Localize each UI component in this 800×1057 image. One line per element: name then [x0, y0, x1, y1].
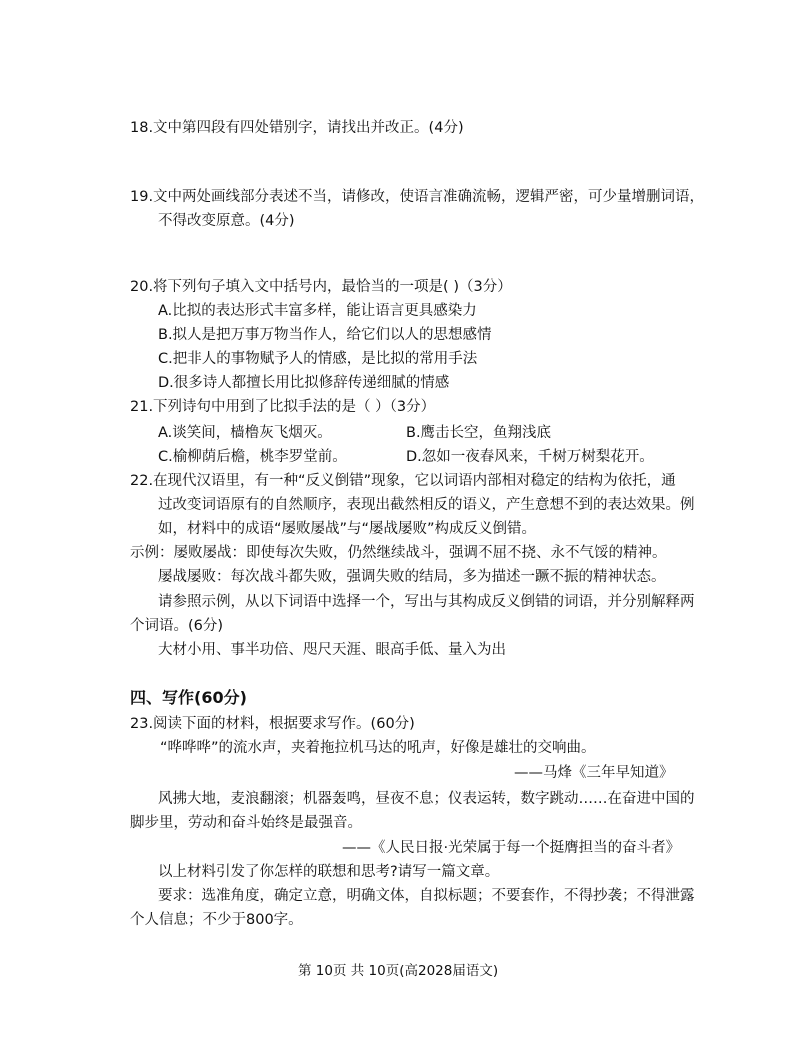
question-22-word-list: 大材小用、事半功倍、咫尺天涯、眼高手低、量入为出	[158, 642, 506, 658]
question-20-option-d: D.很多诗人都擅长用比拟修辞传递细腻的情感	[158, 375, 450, 391]
question-21-option-d: D.忽如一夜春风来，千树万树梨花开。	[406, 449, 654, 465]
question-22-instruction-1: 请参照示例，从以下词语中选择一个，写出与其构成反义倒错的词语，并分别解释两	[158, 594, 695, 610]
question-21-option-b: B.鹰击长空，鱼翔浅底	[406, 425, 552, 441]
material-1-source: ——马烽《三年早知道》	[514, 765, 674, 781]
question-20-option-c: C.把非人的事物赋予人的情感，是比拟的常用手法	[158, 351, 478, 367]
question-22-instruction-2: 个词语。(6分)	[130, 618, 224, 634]
section-4-heading: 四、写作(60分)	[130, 688, 247, 707]
page-footer: 第 10页 共 10页(高2028届语文)	[298, 963, 499, 979]
question-23-stem: 23.阅读下面的材料，根据要求写作。(60分)	[130, 716, 415, 732]
question-22-line-1: 22.在现代汉语里，有一种“反义倒错”现象，它以词语内部相对稳定的结构为依托，通	[130, 473, 676, 489]
material-2-line-2: 脚步里，劳动和奋斗始终是最强音。	[130, 815, 362, 831]
question-21-stem: 21.下列诗句中用到了比拟手法的是（ ）（3分）	[130, 399, 436, 415]
question-22-example-1: 示例：屡败屡战：即使每次失败，仍然继续战斗，强调不屈不挠、永不气馁的精神。	[130, 545, 667, 561]
question-22-line-2: 过改变词语原有的自然顺序，表现出截然相反的语义，产生意想不到的表达效果。例	[158, 497, 695, 513]
requirements-line-1: 要求：选准角度，确定立意，明确文体，自拟标题；不要套作，不得抄袭；不得泄露	[158, 888, 695, 904]
question-20-option-b: B.拟人是把万事万物当作人，给它们以人的思想感情	[158, 327, 492, 343]
question-21-option-c: C.榆柳荫后檐，桃李罗堂前。	[158, 449, 347, 465]
material-2-line-1: 风拂大地，麦浪翻滚；机器轰鸣，昼夜不息；仪表运转，数字跳动……在奋进中国的	[158, 791, 695, 807]
material-2-source: ——《人民日报·光荣属于每一个挺膺担当的奋斗者》	[342, 840, 681, 856]
requirements-line-2: 个人信息；不少于800字。	[130, 912, 303, 928]
question-22-example-2: 屡战屡败：每次战斗都失败，强调失败的结局，多为描述一蹶不振的精神状态。	[158, 569, 666, 585]
question-21-option-a: A.谈笑间，樯橹灰飞烟灭。	[158, 425, 332, 441]
material-1: “哗哗哗”的流水声，夹着拖拉机马达的吼声，好像是雄壮的交响曲。	[160, 740, 596, 756]
question-20-option-a: A.比拟的表达形式丰富多样，能让语言更具感染力	[158, 303, 477, 319]
question-19-line-1: 19.文中两处画线部分表述不当，请修改，使语言准确流畅，逻辑严密，可少量增删词语，	[130, 189, 705, 205]
question-18: 18.文中第四段有四处错别字，请找出并改正。(4分)	[130, 120, 464, 136]
question-19-line-2: 不得改变原意。(4分)	[158, 213, 295, 229]
question-22-line-3: 如，材料中的成语“屡败屡战”与“屡战屡败”构成反义倒错。	[158, 521, 537, 537]
question-20-stem: 20.将下列句子填入文中括号内，最恰当的一项是( )（3分）	[130, 279, 512, 295]
writing-prompt: 以上材料引发了你怎样的联想和思考?请写一篇文章。	[158, 864, 500, 880]
